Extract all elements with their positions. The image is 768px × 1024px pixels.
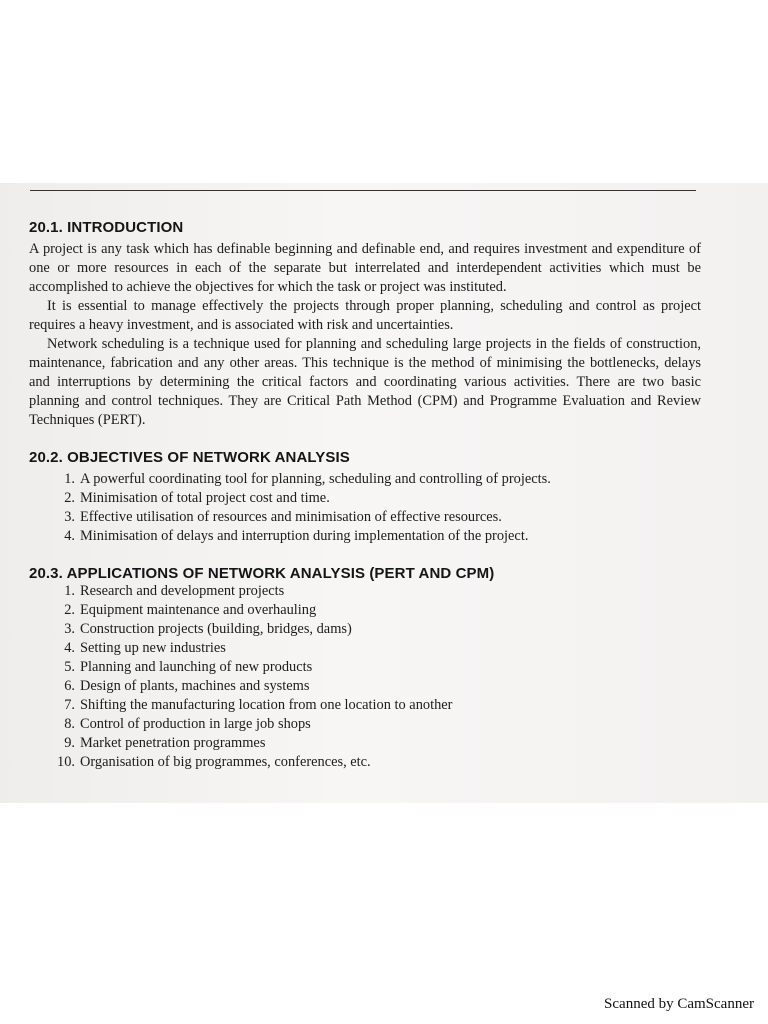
item-text: Organisation of big programmes, conferences, etc. — [80, 754, 371, 770]
item-text: Market penetration programmes — [80, 735, 266, 751]
item-number: 1. — [64, 471, 75, 487]
item-text: Minimisation of total project cost and time. — [80, 490, 330, 506]
list-item — [29, 508, 701, 527]
item-text: Control of production in large job shops — [80, 716, 311, 732]
item-text: Planning and launching of new products — [80, 659, 313, 675]
list-item — [29, 527, 701, 546]
item-number: 10. — [57, 754, 75, 770]
item-number: 4. — [64, 640, 75, 656]
item-text: Research and development projects — [80, 583, 285, 599]
scanned-page — [0, 183, 768, 803]
item-text: Minimisation of delays and interruption during implementation of the project. — [80, 528, 529, 544]
list-item — [29, 696, 701, 715]
page-content — [29, 219, 701, 772]
item-number: 7. — [64, 697, 75, 713]
item-text: Equipment maintenance and overhauling — [80, 602, 317, 618]
objectives-list — [29, 470, 701, 546]
list-item — [29, 715, 701, 734]
intro-paragraph-3: Network scheduling is a technique used for planning and scheduling large projects in the fields of construction, maintenance, fabrication and any other areas. This technique is the method of minimising the bottlenecks, delays and interruptions by determining the critical factors and coordinating various activities. There are two basic planning and control techniques. They are Critical Path Method (CPM) and Programme Evaluation and Review Techniques (PERT). — [29, 336, 701, 428]
list-item — [29, 489, 701, 508]
item-number: 5. — [64, 659, 75, 675]
intro-paragraph-1: A project is any task which has definable beginning and definable end, and requires investment and expenditure of one or more resources in each of the separate but interrelated and interdependent activities which must be accomplished to achieve the objectives for which the task or project was instituted. — [29, 241, 701, 295]
list-item — [29, 639, 701, 658]
list-item — [29, 582, 701, 601]
list-item — [29, 601, 701, 620]
item-text: Design of plants, machines and systems — [80, 678, 310, 694]
item-number: 1. — [64, 583, 75, 599]
section-title-applications: 20.3. APPLICATIONS OF NETWORK ANALYSIS (PERT AND CPM) — [29, 565, 495, 582]
item-number: 3. — [64, 509, 75, 525]
list-item — [29, 470, 701, 489]
item-number: 9. — [64, 735, 75, 751]
item-text: Shifting the manufacturing location from one location to another — [80, 697, 453, 713]
item-text: Effective utilisation of resources and minimisation of effective resources. — [80, 509, 502, 525]
applications-list — [29, 582, 701, 772]
item-number: 4. — [64, 528, 75, 544]
list-item — [29, 753, 701, 772]
item-text: Construction projects (building, bridges, dams) — [80, 621, 352, 637]
item-number: 6. — [64, 678, 75, 694]
item-number: 2. — [64, 602, 75, 618]
item-number: 3. — [64, 621, 75, 637]
section-title-introduction: 20.1. INTRODUCTION — [29, 219, 184, 236]
list-item — [29, 658, 701, 677]
item-number: 8. — [64, 716, 75, 732]
list-item — [29, 677, 701, 696]
top-rule — [30, 190, 696, 191]
item-text: Setting up new industries — [80, 640, 226, 656]
section-title-objectives: 20.2. OBJECTIVES OF NETWORK ANALYSIS — [29, 449, 350, 466]
item-number: 2. — [64, 490, 75, 506]
scanner-watermark: Scanned by CamScanner — [604, 996, 754, 1012]
list-item — [29, 620, 701, 639]
item-text: A powerful coordinating tool for planning, scheduling and controlling of projects. — [80, 471, 551, 487]
list-item — [29, 734, 701, 753]
intro-paragraph-2: It is essential to manage effectively the projects through proper planning, scheduling and control as project requires a heavy investment, and is associated with risk and uncertainties. — [29, 298, 701, 333]
